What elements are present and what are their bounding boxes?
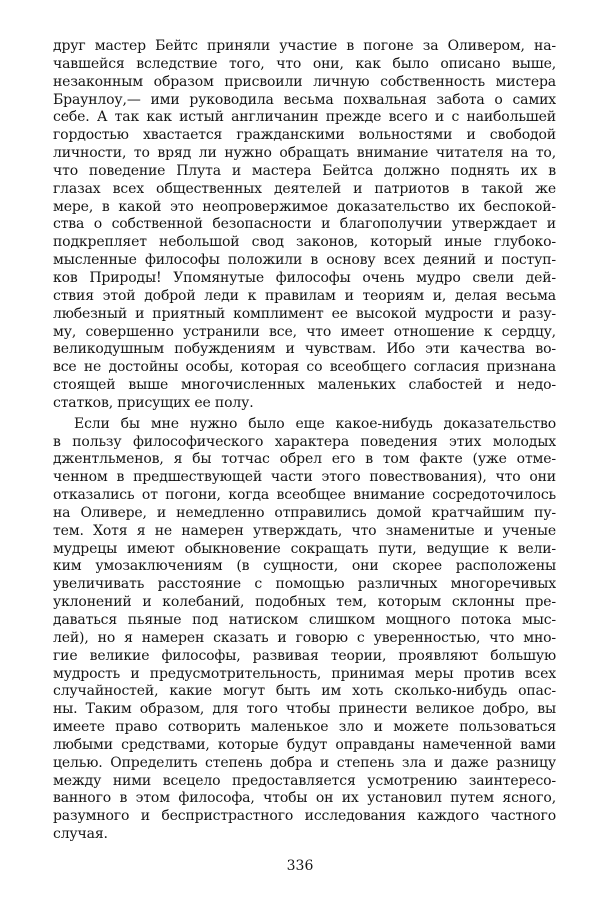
text-line: ков Природы! Упомянутые философы очень мудро свели дей- <box>53 269 556 286</box>
text-line: уклонений и колебаний, подобных тем, которым склонны пре- <box>53 594 556 611</box>
text-line: между ними всецело предоставляется усмотрению заинтересо- <box>53 772 556 789</box>
text-line: случая. <box>53 826 108 843</box>
page-body <box>53 38 556 844</box>
text-line: мысленные философы положили в основу всех деяний и поступ- <box>53 252 556 269</box>
text-line: в пользу философического характера поведения этих молодых <box>53 433 556 450</box>
text-line: что поведение Плута и мастера Бейтса должно поднять их в <box>53 162 556 179</box>
text-line: ны. Таким образом, для того чтобы принести великое добро, вы <box>53 701 556 718</box>
text-line: тем. Хотя я не намерен утверждать, что знаменитые и ученые <box>53 522 556 539</box>
text-line: разумного и беспристрастного исследования каждого частного <box>53 808 556 825</box>
text-line: статков, присущих ее полу. <box>53 394 254 411</box>
text-line: гордостью хвастается гражданскими вольностями и свободой <box>53 127 556 144</box>
text-line: случайностей, какие могут быть им хоть сколько-нибудь опас- <box>53 683 556 700</box>
text-line: му, совершенно устранили все, что имеет отношение к сердцу, <box>53 323 556 340</box>
text-line: ким умозаключениям (в сущности, они скорее расположены <box>53 558 556 575</box>
text-line: мудрость и предусмотрительность, принимая меры против всех <box>53 665 556 682</box>
text-line: увеличивать расстояние с помощью различных многоречивых <box>53 576 556 593</box>
text-line: даваться пьяные под натиском слишком мощного потока мыс- <box>53 612 556 628</box>
paragraph-2 <box>53 416 556 844</box>
text-line: Если бы мне нужно было еще какое-нибудь доказательство <box>74 415 556 432</box>
text-line: ства о собственной безопасности и благополучии утверждает и <box>53 216 556 233</box>
text-line: себе. А так как истый англичанин прежде всего и с наибольшей <box>53 109 556 126</box>
text-line: отказались от погони, когда всеобщее внимание сосредоточилось <box>53 487 556 504</box>
text-line: великодушным побуждениям и чувствам. Ибо эти качества во- <box>53 341 556 358</box>
text-line: подкрепляет небольшой свод законов, который иные глубоко- <box>53 234 556 251</box>
text-line: мудрецы имеют обыкновение сокращать пути, ведущие к вели- <box>53 540 556 557</box>
text-line: стоящей выше многочисленных маленьких слабостей и недо- <box>53 377 556 394</box>
text-line: все не достойны особы, которая со всеобщего согласия признана <box>53 359 556 376</box>
page-number: 336 <box>286 858 314 874</box>
text-line: джентльменов, я бы тотчас обрел его в том факте (уже отме- <box>53 451 556 468</box>
paragraph-1 <box>53 38 556 413</box>
text-line: на Оливере, и немедленно отправились домой кратчайшим пу- <box>53 504 556 521</box>
text-line: любыми средствами, которые будут оправданы намеченной вами <box>53 736 556 753</box>
text-line: незаконным образом присвоили личную собственность мистера <box>53 73 556 90</box>
text-line: чавшейся вследствие того, что они, как было описано выше, <box>53 55 556 72</box>
text-line: имеете право сотворить маленькое зло и можете пользоваться <box>53 719 556 736</box>
text-line: любезный и приятный комплимент ее высокой мудрости и разу- <box>53 305 556 322</box>
text-line: глазах всех общественных деятелей и патриотов в такой же <box>53 180 556 197</box>
text-line: друг мастер Бейтс приняли участие в погоне за Оливером, на- <box>53 38 556 54</box>
text-line: Браунлоу,— ими руководила весьма похвальная забота о самих <box>53 91 556 108</box>
text-line: целью. Определить степень добра и степень зла и даже разницу <box>53 754 556 771</box>
text-line: лей), но я намерен сказать и говорю с уверенностью, что мно- <box>53 629 556 646</box>
text-line: личности, то вряд ли нужно обращать внимание читателя на то, <box>53 145 556 162</box>
text-line: гие великие философы, развивая теории, проявляют большую <box>53 647 556 664</box>
text-line: ствия этой доброй леди к правилам и теориям и, делая весьма <box>53 287 556 304</box>
text-line: мере, в какой это неопровержимое доказательство их беспокой- <box>53 198 556 215</box>
text-line: ванного в этом философа, чтобы он их установил путем ясного, <box>53 790 556 807</box>
text-line: ченном в предшествующей части этого повествования), что они <box>53 469 556 486</box>
